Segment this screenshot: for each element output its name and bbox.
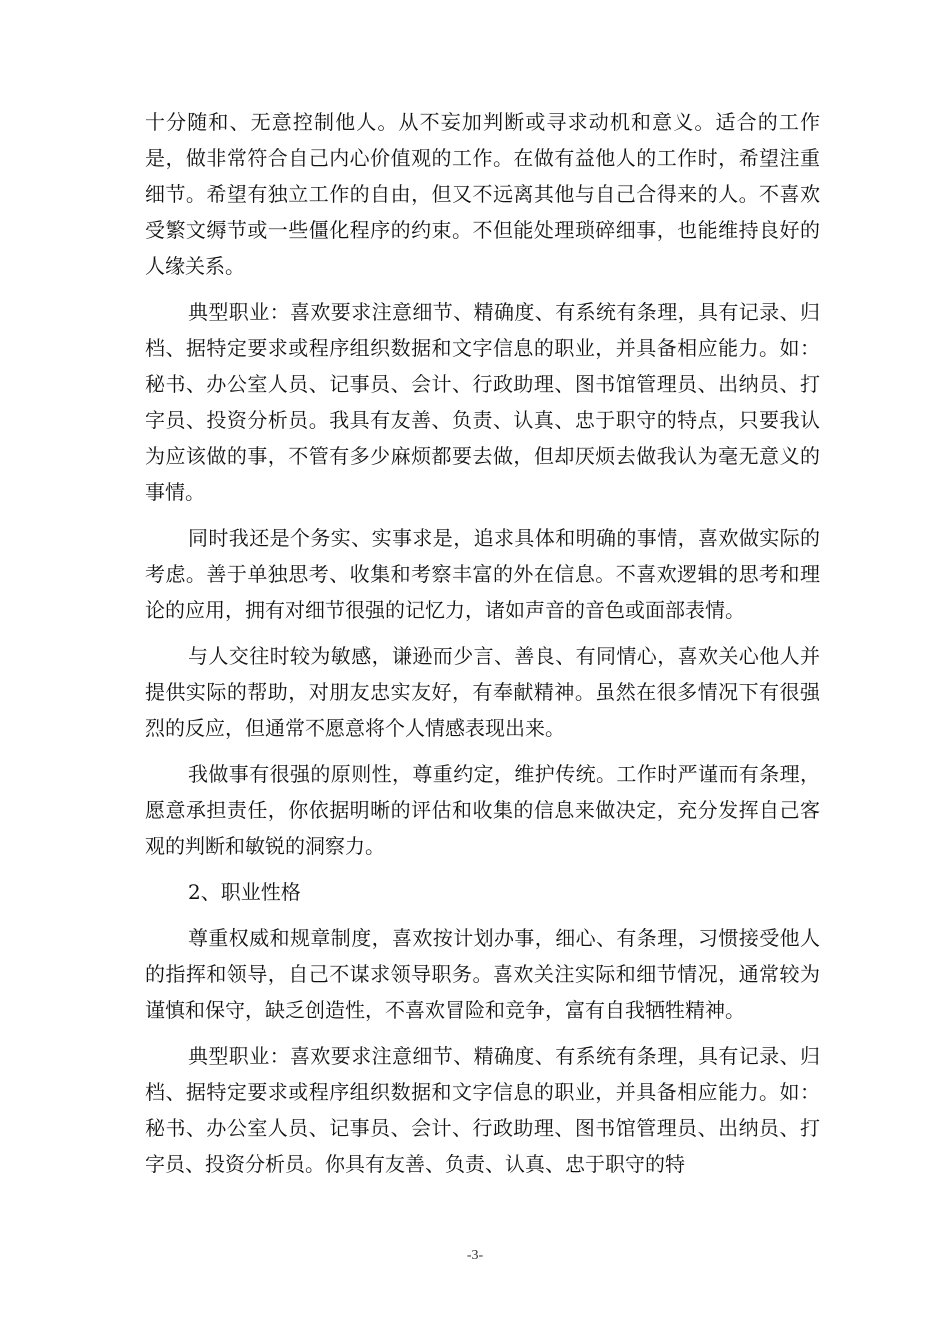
- page-number: -3-: [466, 1248, 484, 1263]
- document-body: [145, 104, 820, 1192]
- paragraph-typical-occupations: 典型职业：喜欢要求注意细节、精确度、有系统有条理，具有记录、归档、据特定要求或程序组织数据和文字信息的职业，并具备相应能力。如：秘书、办公室人员、记事员、会计、行政助理、图书馆管理员、出纳员、打字员、投资分析员。我具有友善、负责、认真、忠于职守的特点，只要我认为应该做的事，不管有多少麻烦都要去做，但却厌烦去做我认为毫无意义的事情。: [145, 300, 820, 504]
- paragraph-career-personality: 尊重权威和规章制度，喜欢按计划办事，细心、有条理，习惯接受他人的指挥和领导，自己不谋求领导职务。喜欢关注实际和细节情况，通常较为谨慎和保守，缺乏创造性，不喜欢冒险和竞争，富有自我牺牲精神。: [145, 926, 820, 1022]
- paragraph-continuation: 十分随和、无意控制他人。从不妄加判断或寻求动机和意义。适合的工作是，做非常符合自己内心价值观的工作。在做有益他人的工作时，希望注重细节。希望有独立工作的自由，但又不远离其他与自己合得来的人。不喜欢受繁文缛节或一些僵化程序的约束。不但能处理琐碎细事，也能维持良好的人缘关系。: [145, 110, 820, 278]
- paragraph-typical-occupations-2: 典型职业：喜欢要求注意细节、精确度、有系统有条理，具有记录、归档、据特定要求或程序组织数据和文字信息的职业，并具备相应能力。如：秘书、办公室人员、记事员、会计、行政助理、图书馆管理员、出纳员、打字员、投资分析员。你具有友善、负责、认真、忠于职守的特: [145, 1044, 820, 1176]
- paragraph-practical-traits: 同时我还是个务实、实事求是，追求具体和明确的事情，喜欢做实际的考虑。善于单独思考、收集和考察丰富的外在信息。不喜欢逻辑的思考和理论的应用，拥有对细节很强的记忆力，诸如声音的音色或面部表情。: [145, 526, 820, 622]
- paragraph-interpersonal-traits: 与人交往时较为敏感，谦逊而少言、善良、有同情心，喜欢关心他人并提供实际的帮助，对朋友忠实友好，有奉献精神。虽然在很多情况下有很强烈的反应，但通常不愿意将个人情感表现出来。: [145, 644, 820, 740]
- section-heading-career-personality: 2、职业性格: [188, 880, 301, 904]
- paragraph-work-principles: 我做事有很强的原则性，尊重约定，维护传统。工作时严谨而有条理，愿意承担责任，你依据明晰的评估和收集的信息来做决定，充分发挥自己客观的判断和敏锐的洞察力。: [145, 762, 820, 858]
